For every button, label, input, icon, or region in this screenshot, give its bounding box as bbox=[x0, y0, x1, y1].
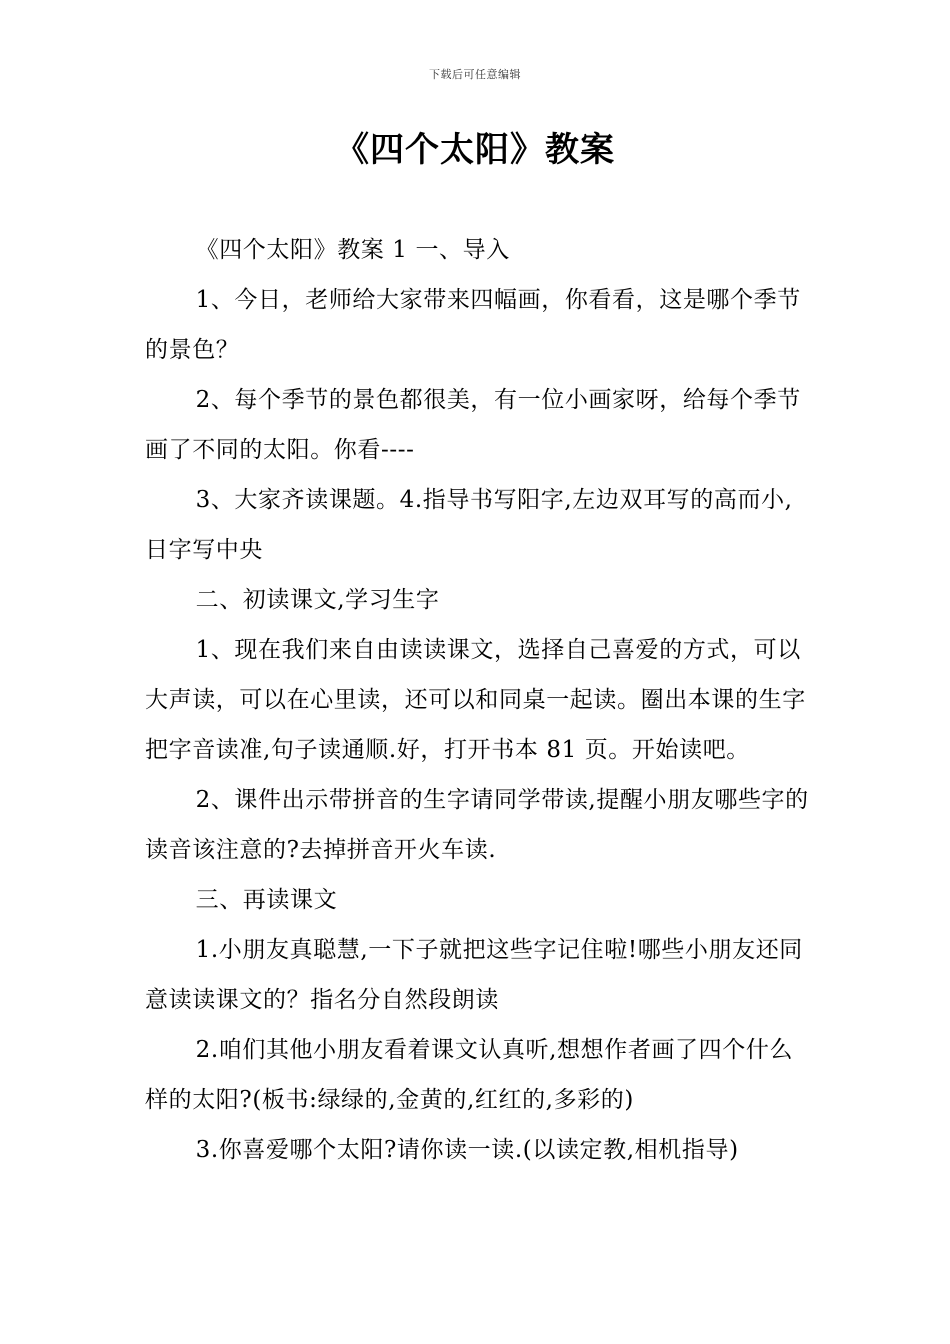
header-note: 下载后可任意编辑 bbox=[429, 68, 521, 81]
paragraph-item: 3、大家齐读课题。4.指导书写阳字,左边双耳写的高而小,日字写中央 bbox=[145, 487, 793, 563]
paragraph-item: 2、课件出示带拼音的生字请同学带读,提醒小朋友哪些字的读音该注意的?去掉拼音开火车读. bbox=[145, 787, 809, 863]
paragraph-item: 2.咱们其他小朋友看着课文认真听,想想作者画了四个什么样的太阳?(板书:绿绿的,金黄的,红红的,多彩的) bbox=[145, 1037, 794, 1113]
document-body bbox=[145, 225, 810, 1175]
section-heading: 二、初读课文,学习生字 bbox=[195, 587, 440, 613]
paragraph-intro: 《四个太阳》教案 1 一、导入 bbox=[195, 237, 510, 263]
document-title: 《四个太阳》教案 bbox=[335, 130, 615, 170]
section-heading: 三、再读课文 bbox=[195, 887, 338, 913]
paragraph-item: 2、每个季节的景色都很美，有一位小画家呀，给每个季节画了不同的太阳。你看---- bbox=[145, 387, 801, 463]
paragraph-item: 1.小朋友真聪慧,一下子就把这些字记住啦!哪些小朋友还同意读读课文的？指名分自然段朗读 bbox=[145, 937, 803, 1013]
paragraph-item: 1、今日，老师给大家带来四幅画，你看看，这是哪个季节的景色？ bbox=[145, 287, 801, 363]
paragraph-item: 3.你喜爱哪个太阳?请你读一读.(以读定教,相机指导) bbox=[195, 1137, 739, 1163]
paragraph-item: 1、现在我们来自由读读课文，选择自己喜爱的方式，可以大声读，可以在心里读，还可以和同桌一起读。圈出本课的生字把字音读准,句子读通顺.好，打开书本 81 页。开始读吧。 bbox=[145, 637, 806, 763]
